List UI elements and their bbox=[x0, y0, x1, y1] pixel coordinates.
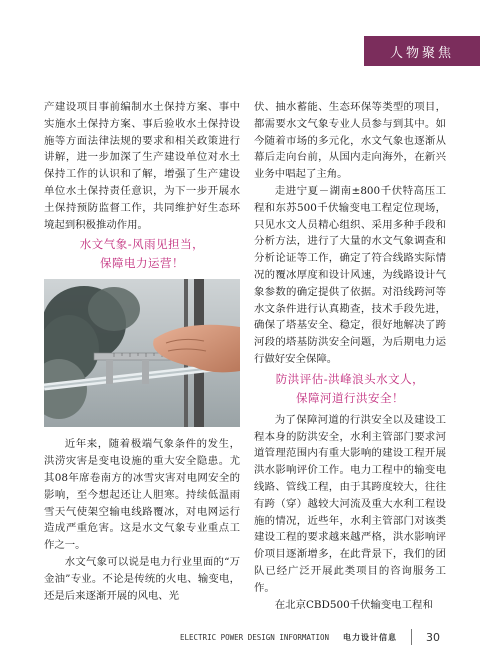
heading-line: 保障河道行洪安全！ bbox=[296, 390, 404, 405]
journal-name-en: ELECTRIC POWER DESIGN INFORMATION bbox=[179, 632, 329, 642]
right-column bbox=[254, 99, 446, 613]
section-heading-flood bbox=[254, 370, 446, 408]
page-number: 30 bbox=[426, 630, 440, 644]
right-paragraph-2: 走进宁夏－湖南±800千伏特高压工程和东苏500千伏输变电工程定位现场，只见水文人员精心组织、采用多种手段和分析方法，进行了大量的水文气象调查和分析论证等工作，确定了符合线路实际情况的覆冰厚度和设计风速，为线路设计气象参数的确定提供了依据。对沿线跨河等水文条件进行认真勘查，技术手段先进，确保了塔基安全、稳定，很好地解决了跨河段的塔基防洪安全问题，为后期电力运行做好安全保障。 bbox=[254, 184, 446, 365]
footer-divider bbox=[411, 629, 412, 645]
heading-line: 防洪评估-洪峰浪头水文人， bbox=[275, 371, 425, 386]
left-paragraph-3: 水文气象可以说是电力行业里面的“万金油”专业。不论是传统的火电、输变电，还是后来逐渐开展的风电、光 bbox=[44, 555, 240, 602]
left-paragraph-1: 产建设项目事前编制水土保持方案、事中实施水土保持方案、事后验收水土保持设施等方面法律法规的要求和相关政策进行讲解，进一步加深了生产建设单位对水土保持工作的认识和了解，增强了生产建设单位水土保持责任意识，为下一步开展水土保持预防监督工作，共同维护好生态环境起到积极推动作用。 bbox=[44, 101, 240, 231]
section-heading-hydro bbox=[44, 235, 240, 273]
section-tab: 人物聚焦 bbox=[364, 36, 480, 66]
right-paragraph-1: 伏、抽水蓄能、生态环保等类型的项目，都需要水文气象专业人员参与到其中。如今随着市场的多元化，水文气象也逐渐从幕后走向台前，从国内走向海外，在新兴业务中唱起了主角。 bbox=[254, 101, 446, 181]
right-paragraph-4: 在北京CBD500千伏输变电工程和 bbox=[274, 598, 433, 611]
heading-line: 水文气象-风雨见担当， bbox=[79, 237, 205, 252]
heading-line: 保障电力运营！ bbox=[100, 256, 184, 271]
ice-measurement-photo bbox=[44, 279, 240, 427]
page-footer bbox=[180, 629, 440, 645]
right-paragraph-3: 为了保障河道的行洪安全以及建设工程本身的防洪安全，水利主管部门要求河道管理范围内有重大影响的建设工程开展洪水影响评价工作。电力工程中的输变电线路、管线工程，由于其跨度较大，往往有跨（穿）越较大河流及重大水利工程设施的情况，近些年，水利主管部门对该类建设工程的要求越来越严格，洪水影响评价项目逐渐增多，在此背景下，我们的团队已经广泛开展此类项目的咨询服务工作。 bbox=[254, 413, 446, 594]
journal-name-cn: 电力设计信息 bbox=[343, 632, 397, 642]
left-paragraph-2: 近年来，随着极端气象条件的发生，洪涝灾害是变电设施的重大安全隐患。尤其08年席卷南方的冰雪灾害对电网安全的影响，至今想起还让人胆寒。持续低温雨雪天气使架空输电线路覆冰，对电网运行造成严重危害。这是水文气象专业重点工作之一。 bbox=[44, 438, 240, 552]
left-column bbox=[44, 99, 240, 604]
